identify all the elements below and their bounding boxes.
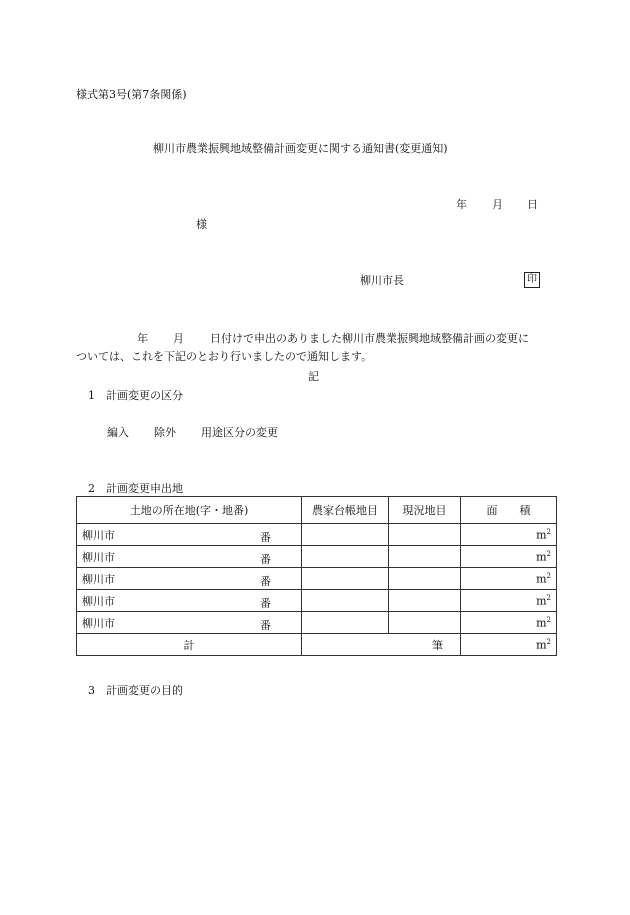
current-category-cell <box>389 546 461 568</box>
body-year: 年 <box>137 332 148 345</box>
total-label: 計 <box>77 634 302 656</box>
section2-heading: 2 計画変更申出地 <box>88 482 183 495</box>
ban-label: 番 <box>260 597 271 610</box>
header-location: 土地の所在地(字・地番) <box>77 497 302 524</box>
body-month: 月 <box>173 332 184 345</box>
seal-mark: 印 <box>524 272 540 288</box>
table-row <box>77 590 557 612</box>
option-youto: 用途区分の変更 <box>201 426 278 439</box>
location-cell <box>77 590 302 612</box>
table-total-row <box>77 634 557 656</box>
area-unit: m <box>536 528 547 542</box>
date-month: 月 <box>492 198 503 211</box>
city-label: 柳川市 <box>82 616 115 630</box>
current-category-cell <box>389 612 461 634</box>
area-unit: m <box>536 594 547 608</box>
date-day: 日 <box>527 198 538 211</box>
area-unit: m <box>536 550 547 564</box>
ledger-category-cell <box>302 590 389 612</box>
header-area: 面 積 <box>461 497 557 524</box>
current-category-cell <box>389 568 461 590</box>
city-label: 柳川市 <box>82 572 115 586</box>
table-row <box>77 524 557 546</box>
header-current-category: 現況地目 <box>389 497 461 524</box>
total-count-cell <box>302 634 461 656</box>
ledger-category-cell <box>302 524 389 546</box>
total-area-unit: m <box>536 638 547 652</box>
city-label: 柳川市 <box>82 550 115 564</box>
ledger-category-cell <box>302 546 389 568</box>
total-count-suffix: 筆 <box>432 638 443 652</box>
area-unit-sup: 2 <box>546 527 551 536</box>
table-row <box>77 568 557 590</box>
current-category-cell <box>389 590 461 612</box>
option-jogai: 除外 <box>154 426 176 439</box>
table-row <box>77 612 557 634</box>
area-unit-sup: 2 <box>546 571 551 580</box>
section3-heading: 3 計画変更の目的 <box>88 684 183 697</box>
table-header-row <box>77 497 557 524</box>
location-cell <box>77 568 302 590</box>
ban-label: 番 <box>260 619 271 632</box>
ki-mark: 記 <box>308 370 319 383</box>
document-title: 柳川市農業振興地域整備計画変更に関する通知書(変更通知) <box>153 142 448 155</box>
table-row <box>77 546 557 568</box>
ban-label: 番 <box>260 553 271 566</box>
option-hennyu: 編入 <box>107 426 129 439</box>
section1-heading: 1 計画変更の区分 <box>88 389 183 402</box>
form-number: 様式第3号(第7条関係) <box>76 88 187 101</box>
ledger-category-cell <box>302 612 389 634</box>
area-cell <box>461 590 557 612</box>
area-cell <box>461 612 557 634</box>
location-cell <box>77 524 302 546</box>
area-unit-sup: 2 <box>546 593 551 602</box>
area-unit-sup: 2 <box>546 615 551 624</box>
body-line-1: 日付けで申出のありました柳川市農業振興地域整備計画の変更に <box>210 332 529 345</box>
area-cell <box>461 524 557 546</box>
location-cell <box>77 546 302 568</box>
addressee-suffix: 様 <box>196 218 207 231</box>
total-area-cell <box>461 634 557 656</box>
city-label: 柳川市 <box>82 528 115 542</box>
ban-label: 番 <box>260 531 271 544</box>
area-unit: m <box>536 616 547 630</box>
header-ledger-category: 農家台帳地目 <box>302 497 389 524</box>
land-table <box>76 496 557 656</box>
area-cell <box>461 568 557 590</box>
area-unit-sup: 2 <box>546 549 551 558</box>
city-label: 柳川市 <box>82 594 115 608</box>
body-line-2: ついては、これを下記のとおり行いましたので通知します。 <box>76 350 373 363</box>
location-cell <box>77 612 302 634</box>
sender-name: 柳川市長 <box>360 274 404 287</box>
area-cell <box>461 546 557 568</box>
ban-label: 番 <box>260 575 271 588</box>
area-unit: m <box>536 572 547 586</box>
current-category-cell <box>389 524 461 546</box>
total-area-unit-sup: 2 <box>546 637 551 646</box>
ledger-category-cell <box>302 568 389 590</box>
date-year: 年 <box>456 198 467 211</box>
